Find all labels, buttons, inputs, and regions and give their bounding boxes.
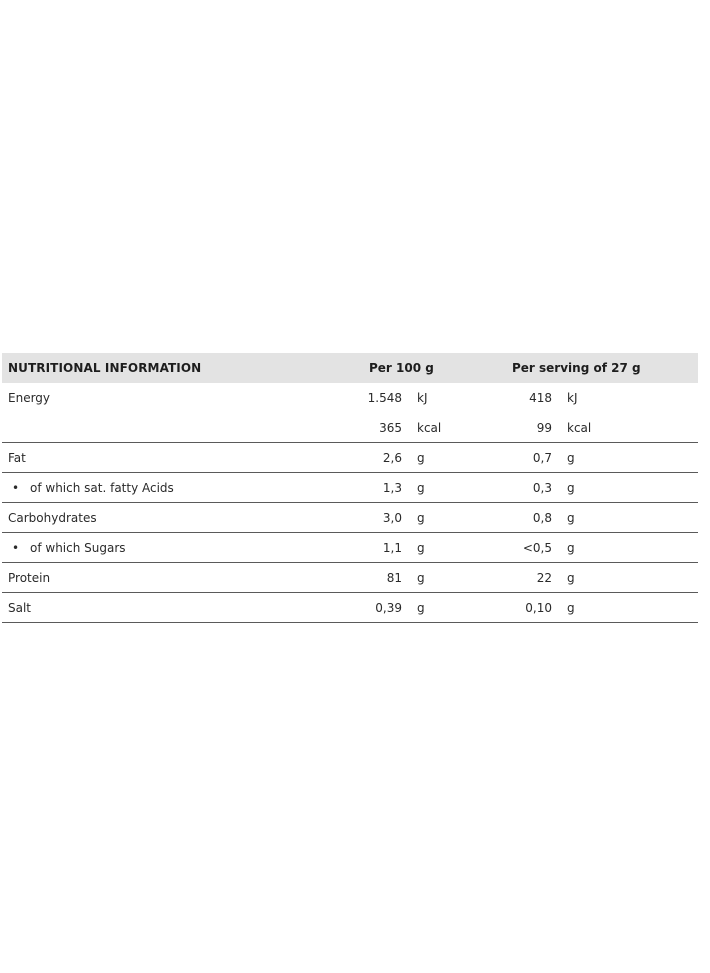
table-header (2, 353, 698, 383)
table-row-saturated-fat (2, 473, 698, 503)
value-per-100g: 1.548 (367, 391, 402, 405)
row-label: Carbohydrates (8, 511, 97, 525)
unit-per-serving: g (567, 571, 575, 585)
value-per-100g: 1,1 (382, 541, 402, 555)
value-per-serving: 0,7 (532, 451, 552, 465)
value-per-100g: 1,3 (382, 481, 402, 495)
table-row-fat (2, 443, 698, 473)
row-label-text: of which Sugars (30, 541, 126, 555)
value-per-100g: 0,39 (375, 601, 402, 615)
header-per-100g: Per 100 g (369, 361, 434, 375)
value-per-100g: 3,0 (382, 511, 402, 525)
value-per-serving: 0,10 (525, 601, 552, 615)
unit-per-100g: kJ (417, 391, 428, 405)
table-row-energy-kcal (2, 413, 698, 443)
unit-per-serving: kcal (567, 421, 592, 435)
value-per-serving: 0,8 (532, 511, 552, 525)
unit-per-serving: g (567, 601, 575, 615)
row-label: Energy (8, 391, 51, 405)
unit-per-100g: kcal (417, 421, 442, 435)
bullet-icon: • (12, 481, 20, 495)
value-per-serving: 22 (536, 571, 552, 585)
header-per-serving: Per serving of 27 g (512, 361, 641, 375)
unit-per-serving: g (567, 451, 575, 465)
unit-per-100g: g (417, 511, 425, 525)
unit-per-100g: g (417, 601, 425, 615)
unit-per-100g: g (417, 451, 425, 465)
nutrition-table (2, 353, 698, 623)
row-label (12, 473, 174, 503)
row-label: Fat (8, 451, 26, 465)
unit-per-serving: g (567, 511, 575, 525)
row-label-text: of which sat. fatty Acids (30, 481, 174, 495)
unit-per-100g: g (417, 481, 425, 495)
value-per-100g: 81 (386, 571, 402, 585)
table-row-carbohydrates (2, 503, 698, 533)
value-per-serving: 418 (529, 391, 552, 405)
unit-per-serving: g (567, 541, 575, 555)
header-nutritional-information: NUTRITIONAL INFORMATION (8, 361, 202, 375)
row-label (12, 533, 126, 563)
value-per-serving: <0,5 (522, 541, 552, 555)
table-row-sugars (2, 533, 698, 563)
table-row-salt (2, 593, 698, 623)
unit-per-serving: kJ (567, 391, 578, 405)
bullet-icon: • (12, 541, 20, 555)
value-per-serving: 99 (536, 421, 552, 435)
value-per-100g: 2,6 (382, 451, 402, 465)
row-label: Protein (8, 571, 51, 585)
unit-per-100g: g (417, 571, 425, 585)
value-per-100g: 365 (379, 421, 402, 435)
table-row-protein (2, 563, 698, 593)
unit-per-100g: g (417, 541, 425, 555)
value-per-serving: 0,3 (532, 481, 552, 495)
table-row-energy-kj (2, 383, 698, 413)
unit-per-serving: g (567, 481, 575, 495)
row-label: Salt (8, 601, 32, 615)
